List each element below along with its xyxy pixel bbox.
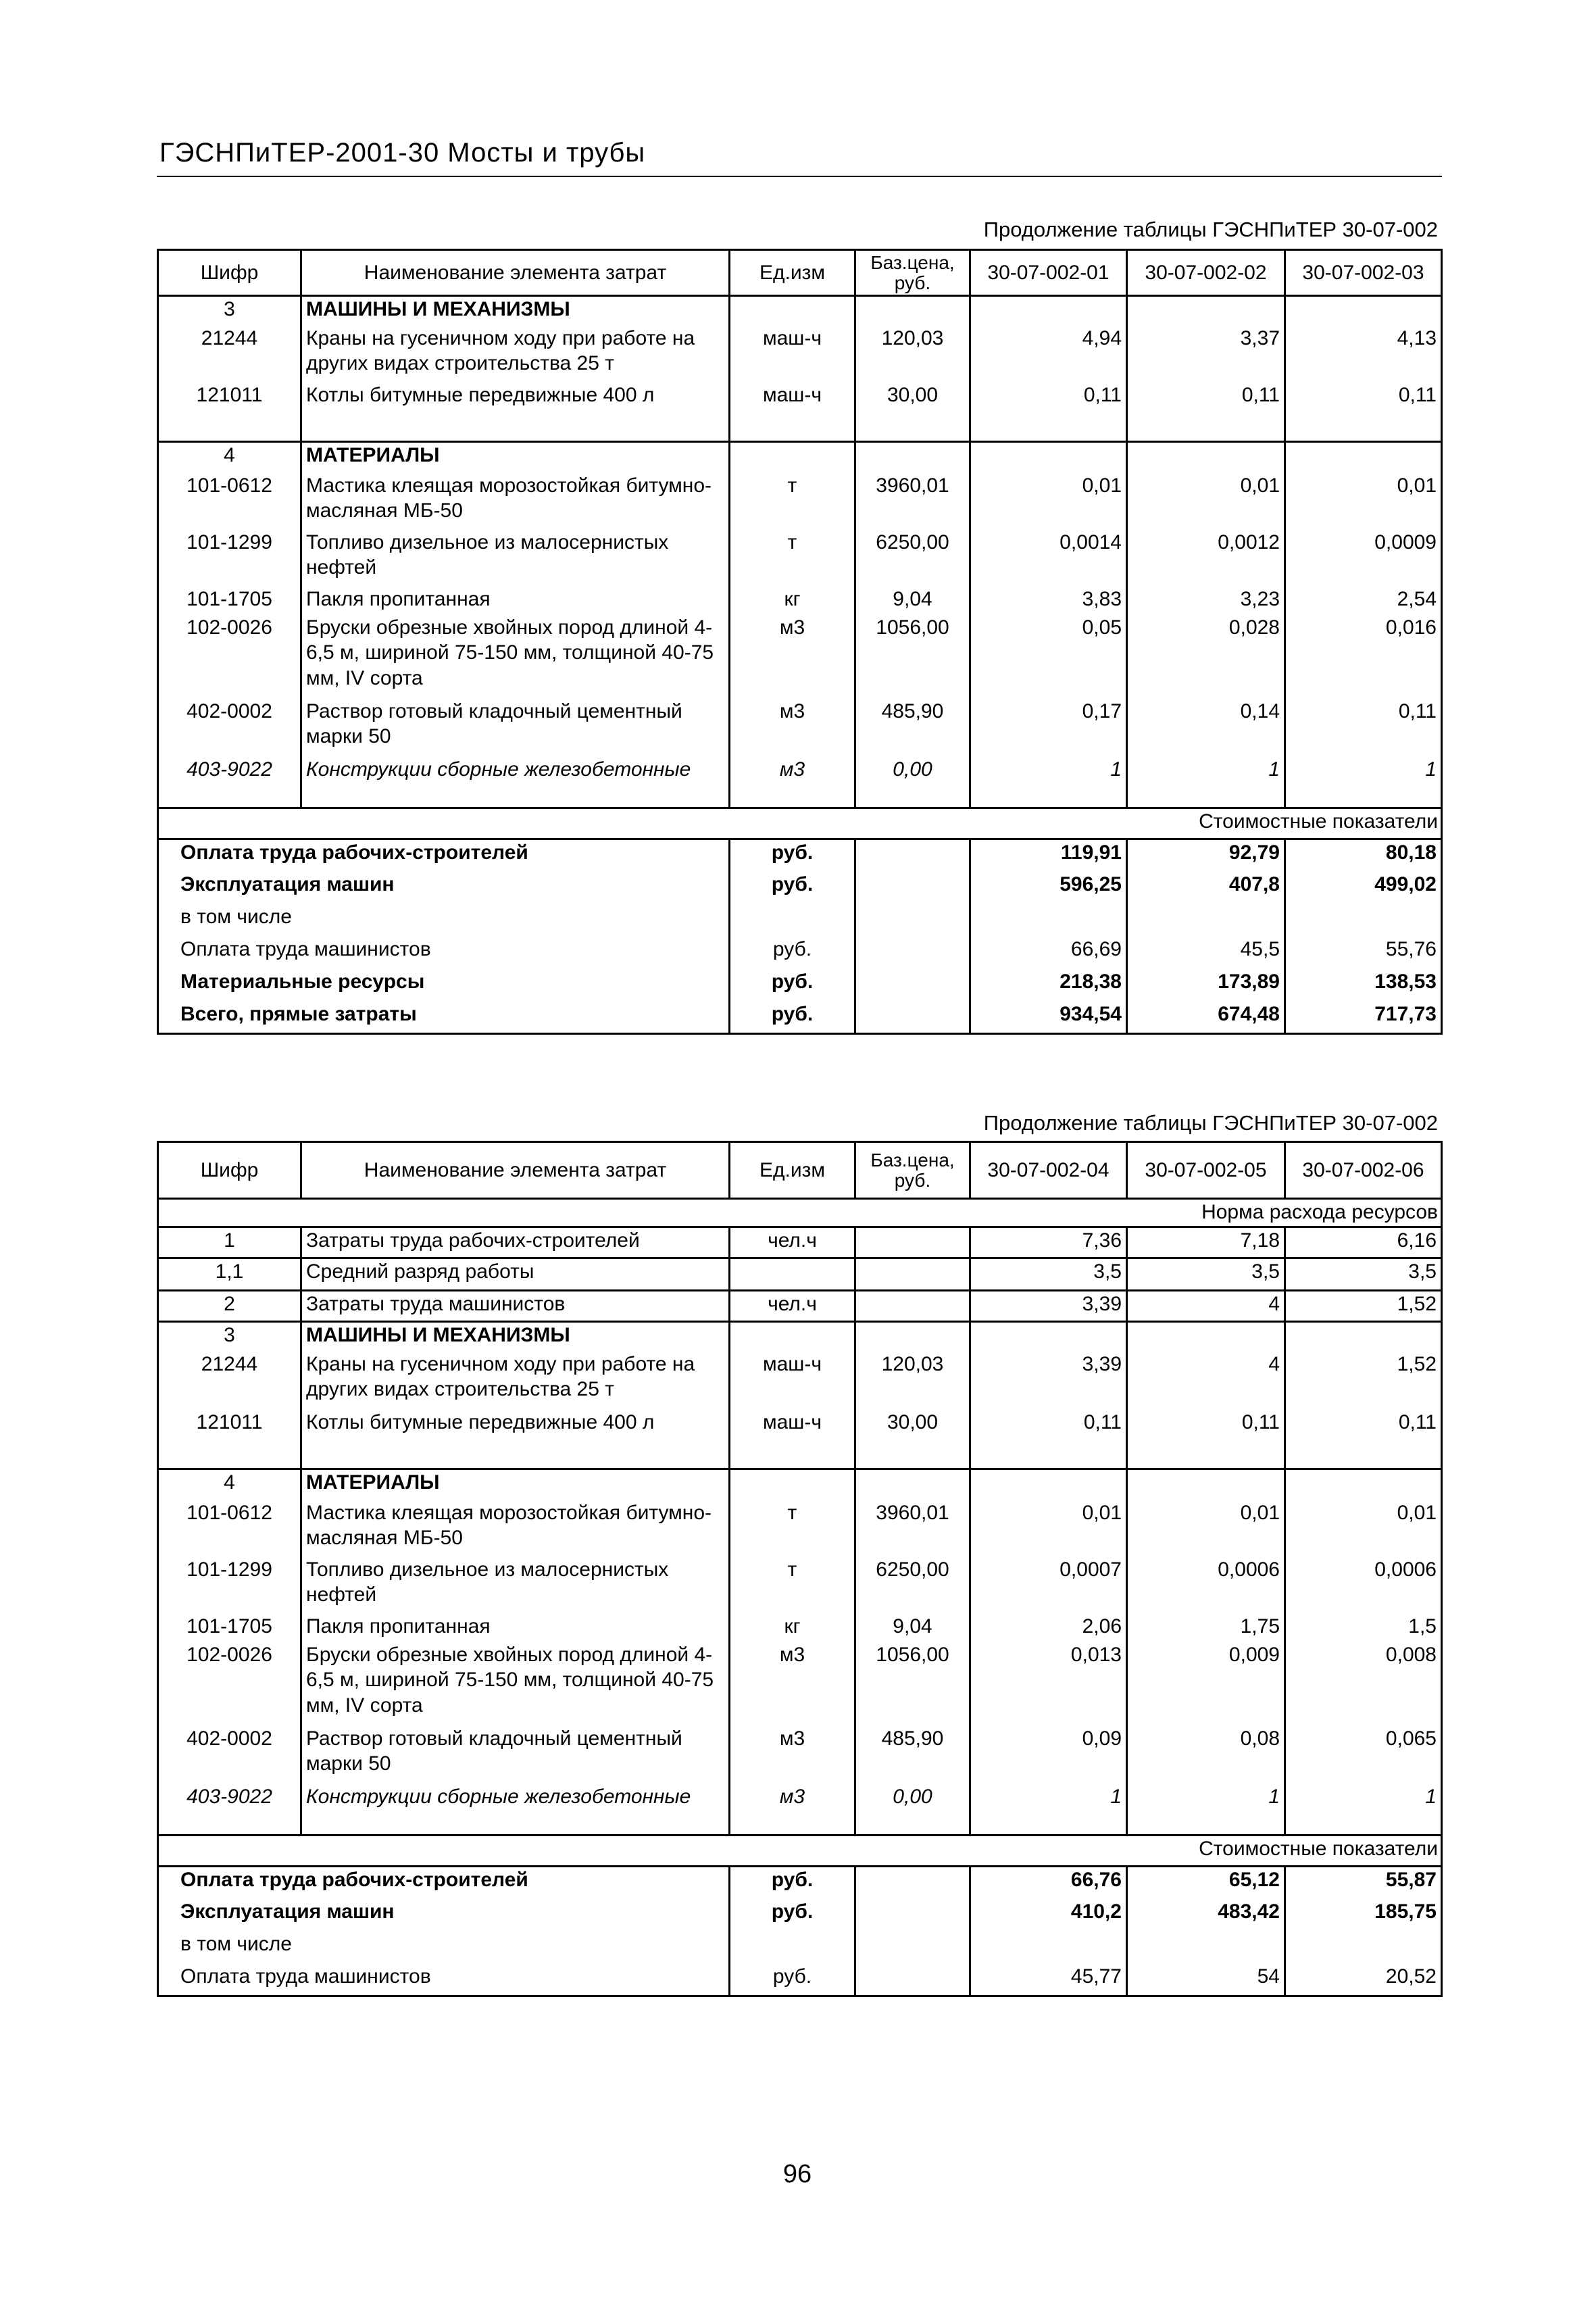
summary-value-3: 55,76 (1285, 937, 1442, 969)
row-value-1: 3,39 (970, 1352, 1127, 1410)
summary-value-1 (970, 1931, 1127, 1964)
table-row (158, 1557, 1442, 1614)
row-unit: м3 (730, 615, 855, 699)
table-2 (157, 1141, 1443, 1997)
summary-price-empty (855, 904, 970, 937)
row-value-3: 0,11 (1285, 383, 1442, 442)
row-price: 485,90 (855, 1726, 970, 1784)
summary-value-1: 119,91 (970, 839, 1127, 872)
row-code: 21244 (158, 326, 301, 383)
summary-value-3: 20,52 (1285, 1964, 1442, 1996)
row-name: МАТЕРИАЛЫ (301, 442, 730, 473)
row-name: МАТЕРИАЛЫ (301, 1469, 730, 1500)
summary-unit: руб. (730, 1899, 855, 1931)
table-1 (157, 249, 1443, 1035)
summary-value-2 (1127, 904, 1285, 937)
row-name: Пакля пропитанная (301, 587, 730, 615)
row-unit: кг (730, 587, 855, 615)
row-value-2: 0,14 (1127, 699, 1285, 757)
summary-row (158, 1899, 1442, 1931)
row-price: 120,03 (855, 326, 970, 383)
row-name: Конструкции сборные железобетонные (301, 757, 730, 808)
row-name: Топливо дизельное из малосернистых нефтей (301, 1557, 730, 1614)
row-value-2: 0,028 (1127, 615, 1285, 699)
row-value-3: 3,5 (1285, 1258, 1442, 1291)
row-price: 6250,00 (855, 530, 970, 587)
row-code: 3 (158, 1322, 301, 1352)
row-value-2: 0,08 (1127, 1726, 1285, 1784)
summary-row (158, 1931, 1442, 1964)
col-header-v2: 30-07-002-02 (1127, 250, 1285, 296)
summary-unit: руб. (730, 872, 855, 904)
table-row (158, 530, 1442, 587)
row-unit: м3 (730, 1726, 855, 1784)
row-code: 1 (158, 1227, 301, 1258)
row-price: 1056,00 (855, 615, 970, 699)
table-row (158, 1322, 1442, 1352)
row-value-3 (1285, 1322, 1442, 1352)
row-name: Мастика клеящая морозостойкая битумно-масляная МБ-50 (301, 473, 730, 530)
row-name: Топливо дизельное из малосернистых нефтей (301, 530, 730, 587)
row-value-3: 2,54 (1285, 587, 1442, 615)
row-price (855, 1227, 970, 1258)
row-value-3: 0,01 (1285, 1500, 1442, 1557)
table-row (158, 1258, 1442, 1291)
table-2-caption: Продолжение таблицы ГЭСНПиТЕР 30-07-002 (983, 1111, 1438, 1135)
row-price: 9,04 (855, 587, 970, 615)
row-name: Мастика клеящая морозостойкая битумно-масляная МБ-50 (301, 1500, 730, 1557)
summary-price-empty (855, 969, 970, 1002)
summary-value-1: 218,38 (970, 969, 1127, 1002)
row-code: 101-1299 (158, 530, 301, 587)
row-value-2 (1127, 1322, 1285, 1352)
row-code: 3 (158, 296, 301, 326)
row-value-3: 0,01 (1285, 473, 1442, 530)
row-name: Котлы битумные передвижные 400 л (301, 383, 730, 442)
row-code: 4 (158, 442, 301, 473)
table-row (158, 296, 1442, 326)
summary-value-3: 55,87 (1285, 1867, 1442, 1899)
col-header-unit: Ед.изм (730, 250, 855, 296)
col-header-name: Наименование элемента затрат (301, 1142, 730, 1199)
row-value-1: 4,94 (970, 326, 1127, 383)
col-header-name: Наименование элемента затрат (301, 250, 730, 296)
row-value-2: 1 (1127, 1784, 1285, 1836)
table-row (158, 1227, 1442, 1258)
row-value-3 (1285, 442, 1442, 473)
summary-value-3 (1285, 1931, 1442, 1964)
row-price: 485,90 (855, 699, 970, 757)
row-code: 1,1 (158, 1258, 301, 1291)
row-name: Средний разряд работы (301, 1258, 730, 1291)
row-price: 3960,01 (855, 1500, 970, 1557)
row-code: 101-0612 (158, 1500, 301, 1557)
table-row (158, 1469, 1442, 1500)
running-header (157, 137, 1442, 177)
table-row (158, 473, 1442, 530)
table-row (158, 615, 1442, 699)
table-row (158, 1642, 1442, 1726)
summary-value-1: 410,2 (970, 1899, 1127, 1931)
row-price: 30,00 (855, 1410, 970, 1469)
row-value-2: 0,009 (1127, 1642, 1285, 1726)
row-price (855, 1291, 970, 1322)
summary-row (158, 839, 1442, 872)
row-name: Бруски обрезные хвойных пород длиной 4-6,5 м, шириной 75-150 мм, толщиной 40-75 мм, IV сорта (301, 1642, 730, 1726)
row-unit: м3 (730, 1642, 855, 1726)
summary-value-1: 934,54 (970, 1002, 1127, 1034)
row-value-1: 0,0014 (970, 530, 1127, 587)
table-row (158, 1614, 1442, 1642)
summary-value-2: 674,48 (1127, 1002, 1285, 1034)
cost-indicators-banner-row (158, 808, 1442, 839)
row-value-2 (1127, 442, 1285, 473)
row-value-1: 3,5 (970, 1258, 1127, 1291)
table-row (158, 442, 1442, 473)
row-price (855, 1322, 970, 1352)
row-unit (730, 296, 855, 326)
row-name: Раствор готовый кладочный цементный марки 50 (301, 699, 730, 757)
row-code: 402-0002 (158, 1726, 301, 1784)
table-1-caption: Продолжение таблицы ГЭСНПиТЕР 30-07-002 (983, 218, 1438, 241)
summary-value-3: 138,53 (1285, 969, 1442, 1002)
summary-value-2: 65,12 (1127, 1867, 1285, 1899)
row-value-2: 1 (1127, 757, 1285, 808)
row-unit: чел.ч (730, 1227, 855, 1258)
row-unit: маш-ч (730, 326, 855, 383)
row-price (855, 442, 970, 473)
summary-label: Оплата труда рабочих-строителей (158, 839, 730, 872)
summary-label: Материальные ресурсы (158, 969, 730, 1002)
summary-price-empty (855, 839, 970, 872)
summary-price-empty (855, 872, 970, 904)
row-value-3: 0,11 (1285, 1410, 1442, 1469)
col-header-v1: 30-07-002-01 (970, 250, 1127, 296)
row-value-2: 3,37 (1127, 326, 1285, 383)
row-unit (730, 1322, 855, 1352)
summary-unit: руб. (730, 1867, 855, 1899)
summary-unit (730, 904, 855, 937)
summary-unit: руб. (730, 937, 855, 969)
row-price: 3960,01 (855, 473, 970, 530)
cost-indicators-banner-row (158, 1836, 1442, 1867)
row-price: 0,00 (855, 757, 970, 808)
row-value-3: 1,52 (1285, 1352, 1442, 1410)
row-value-1: 3,83 (970, 587, 1127, 615)
summary-label: в том числе (158, 904, 730, 937)
summary-value-1: 596,25 (970, 872, 1127, 904)
row-value-1: 0,013 (970, 1642, 1127, 1726)
row-value-1: 0,17 (970, 699, 1127, 757)
table-row (158, 1291, 1442, 1322)
row-value-2: 0,01 (1127, 473, 1285, 530)
summary-row (158, 1964, 1442, 1996)
row-name: Краны на гусеничном ходу при работе на других видах строительства 25 т (301, 1352, 730, 1410)
table-2-body (158, 1142, 1442, 1996)
col-header-v2: 30-07-002-05 (1127, 1142, 1285, 1199)
summary-value-2: 407,8 (1127, 872, 1285, 904)
row-unit: т (730, 1557, 855, 1614)
row-code: 2 (158, 1291, 301, 1322)
cost-indicators-banner: Стоимостные показатели (158, 1836, 1442, 1867)
row-value-3: 1,52 (1285, 1291, 1442, 1322)
table-header-row (158, 1142, 1442, 1199)
summary-unit: руб. (730, 1002, 855, 1034)
row-unit: маш-ч (730, 1352, 855, 1410)
row-value-2: 0,11 (1127, 383, 1285, 442)
summary-unit (730, 1931, 855, 1964)
table-row (158, 326, 1442, 383)
summary-label: в том числе (158, 1931, 730, 1964)
summary-row (158, 872, 1442, 904)
summary-label: Эксплуатация машин (158, 1899, 730, 1931)
row-value-3: 0,11 (1285, 699, 1442, 757)
summary-unit: руб. (730, 1964, 855, 1996)
row-value-2: 4 (1127, 1291, 1285, 1322)
table-row (158, 1352, 1442, 1410)
summary-value-1: 66,76 (970, 1867, 1127, 1899)
summary-value-3 (1285, 904, 1442, 937)
row-unit: м3 (730, 1784, 855, 1836)
summary-value-2: 173,89 (1127, 969, 1285, 1002)
summary-label: Оплата труда машинистов (158, 937, 730, 969)
summary-value-2: 92,79 (1127, 839, 1285, 872)
row-code: 101-1299 (158, 1557, 301, 1614)
table-1-body (158, 250, 1442, 1034)
row-value-1: 0,09 (970, 1726, 1127, 1784)
row-value-3: 1,5 (1285, 1614, 1442, 1642)
row-unit (730, 1469, 855, 1500)
row-value-1: 0,0007 (970, 1557, 1127, 1614)
row-code: 102-0026 (158, 1642, 301, 1726)
row-value-1: 0,11 (970, 1410, 1127, 1469)
row-code: 403-9022 (158, 757, 301, 808)
row-name: МАШИНЫ И МЕХАНИЗМЫ (301, 296, 730, 326)
table-row (158, 383, 1442, 442)
summary-price-empty (855, 1899, 970, 1931)
row-price: 6250,00 (855, 1557, 970, 1614)
summary-label: Оплата труда машинистов (158, 1964, 730, 1996)
summary-value-2: 54 (1127, 1964, 1285, 1996)
row-unit: т (730, 530, 855, 587)
summary-row (158, 1867, 1442, 1899)
row-code: 402-0002 (158, 699, 301, 757)
row-value-1: 0,05 (970, 615, 1127, 699)
summary-row (158, 1002, 1442, 1034)
row-unit: кг (730, 1614, 855, 1642)
row-value-2: 4 (1127, 1352, 1285, 1410)
row-value-1: 1 (970, 1784, 1127, 1836)
summary-value-1: 66,69 (970, 937, 1127, 969)
summary-value-2: 483,42 (1127, 1899, 1285, 1931)
row-unit: маш-ч (730, 383, 855, 442)
table-row (158, 1410, 1442, 1469)
row-code: 21244 (158, 1352, 301, 1410)
row-name: Краны на гусеничном ходу при работе на других видах строительства 25 т (301, 326, 730, 383)
row-unit: м3 (730, 699, 855, 757)
summary-row (158, 969, 1442, 1002)
row-price (855, 1469, 970, 1500)
row-value-2: 0,01 (1127, 1500, 1285, 1557)
row-value-1 (970, 442, 1127, 473)
col-header-unit: Ед.изм (730, 1142, 855, 1199)
cost-indicators-banner: Стоимостные показатели (158, 808, 1442, 839)
summary-value-3: 185,75 (1285, 1899, 1442, 1931)
row-name: МАШИНЫ И МЕХАНИЗМЫ (301, 1322, 730, 1352)
row-name: Пакля пропитанная (301, 1614, 730, 1642)
summary-row (158, 937, 1442, 969)
summary-price-empty (855, 1964, 970, 1996)
summary-value-3: 499,02 (1285, 872, 1442, 904)
row-code: 101-0612 (158, 473, 301, 530)
row-unit (730, 442, 855, 473)
row-code: 101-1705 (158, 587, 301, 615)
summary-value-3: 80,18 (1285, 839, 1442, 872)
row-value-3 (1285, 296, 1442, 326)
table-header-row (158, 250, 1442, 296)
row-value-1 (970, 296, 1127, 326)
summary-value-2: 45,5 (1127, 937, 1285, 969)
col-header-v3: 30-07-002-03 (1285, 250, 1442, 296)
row-unit: м3 (730, 757, 855, 808)
row-name: Бруски обрезные хвойных пород длиной 4-6,5 м, шириной 75-150 мм, толщиной 40-75 мм, IV сорта (301, 615, 730, 699)
norm-banner: Норма расхода ресурсов (158, 1199, 1442, 1227)
table-row (158, 1500, 1442, 1557)
summary-price-empty (855, 1867, 970, 1899)
row-name: Котлы битумные передвижные 400 л (301, 1410, 730, 1469)
row-code: 102-0026 (158, 615, 301, 699)
summary-price-empty (855, 937, 970, 969)
row-code: 403-9022 (158, 1784, 301, 1836)
row-unit: т (730, 473, 855, 530)
row-unit: т (730, 1500, 855, 1557)
row-price: 30,00 (855, 383, 970, 442)
row-value-2: 3,5 (1127, 1258, 1285, 1291)
row-price: 0,00 (855, 1784, 970, 1836)
summary-label: Оплата труда рабочих-строителей (158, 1867, 730, 1899)
row-value-2: 0,0012 (1127, 530, 1285, 587)
running-header-title: ГЭСНПиТЕР-2001-30 Мосты и трубы (159, 138, 646, 168)
row-code: 4 (158, 1469, 301, 1500)
summary-value-1: 45,77 (970, 1964, 1127, 1996)
summary-value-1 (970, 904, 1127, 937)
row-code: 121011 (158, 1410, 301, 1469)
row-price (855, 296, 970, 326)
row-value-1 (970, 1322, 1127, 1352)
row-value-2: 0,0006 (1127, 1557, 1285, 1614)
row-value-3: 0,065 (1285, 1726, 1442, 1784)
summary-value-2 (1127, 1931, 1285, 1964)
row-value-2 (1127, 296, 1285, 326)
row-value-2: 1,75 (1127, 1614, 1285, 1642)
row-unit: чел.ч (730, 1291, 855, 1322)
row-price: 1056,00 (855, 1642, 970, 1726)
row-price (855, 1258, 970, 1291)
row-value-3: 0,016 (1285, 615, 1442, 699)
summary-price-empty (855, 1002, 970, 1034)
row-value-1: 3,39 (970, 1291, 1127, 1322)
row-name: Затраты труда рабочих-строителей (301, 1227, 730, 1258)
row-name: Затраты труда машинистов (301, 1291, 730, 1322)
row-name: Раствор готовый кладочный цементный марки 50 (301, 1726, 730, 1784)
row-value-3: 0,0006 (1285, 1557, 1442, 1614)
summary-value-3: 717,73 (1285, 1002, 1442, 1034)
row-unit (730, 1258, 855, 1291)
col-header-price: Баз.цена, руб. (855, 1142, 970, 1199)
col-header-v3: 30-07-002-06 (1285, 1142, 1442, 1199)
summary-row (158, 904, 1442, 937)
row-value-1: 7,36 (970, 1227, 1127, 1258)
norm-banner-row (158, 1199, 1442, 1227)
row-value-2: 7,18 (1127, 1227, 1285, 1258)
row-value-3: 4,13 (1285, 326, 1442, 383)
col-header-code: Шифр (158, 1142, 301, 1199)
row-price: 120,03 (855, 1352, 970, 1410)
summary-label: Всего, прямые затраты (158, 1002, 730, 1034)
row-value-3 (1285, 1469, 1442, 1500)
col-header-v1: 30-07-002-04 (970, 1142, 1127, 1199)
page-number: 96 (782, 2160, 812, 2188)
summary-label: Эксплуатация машин (158, 872, 730, 904)
table-row (158, 587, 1442, 615)
row-value-1: 0,01 (970, 473, 1127, 530)
row-value-3: 1 (1285, 1784, 1442, 1836)
row-value-3: 6,16 (1285, 1227, 1442, 1258)
summary-unit: руб. (730, 969, 855, 1002)
row-value-1: 0,11 (970, 383, 1127, 442)
row-value-1: 1 (970, 757, 1127, 808)
row-value-3: 0,0009 (1285, 530, 1442, 587)
row-value-3: 1 (1285, 757, 1442, 808)
row-value-2: 3,23 (1127, 587, 1285, 615)
row-value-3: 0,008 (1285, 1642, 1442, 1726)
row-code: 121011 (158, 383, 301, 442)
row-value-2: 0,11 (1127, 1410, 1285, 1469)
row-value-1 (970, 1469, 1127, 1500)
col-header-code: Шифр (158, 250, 301, 296)
row-value-2 (1127, 1469, 1285, 1500)
row-name: Конструкции сборные железобетонные (301, 1784, 730, 1836)
row-price: 9,04 (855, 1614, 970, 1642)
summary-unit: руб. (730, 839, 855, 872)
summary-price-empty (855, 1931, 970, 1964)
row-value-1: 2,06 (970, 1614, 1127, 1642)
table-row (158, 1726, 1442, 1784)
table-row (158, 699, 1442, 757)
col-header-price: Баз.цена, руб. (855, 250, 970, 296)
table-row (158, 757, 1442, 808)
table-row (158, 1784, 1442, 1836)
row-value-1: 0,01 (970, 1500, 1127, 1557)
row-code: 101-1705 (158, 1614, 301, 1642)
row-unit: маш-ч (730, 1410, 855, 1469)
